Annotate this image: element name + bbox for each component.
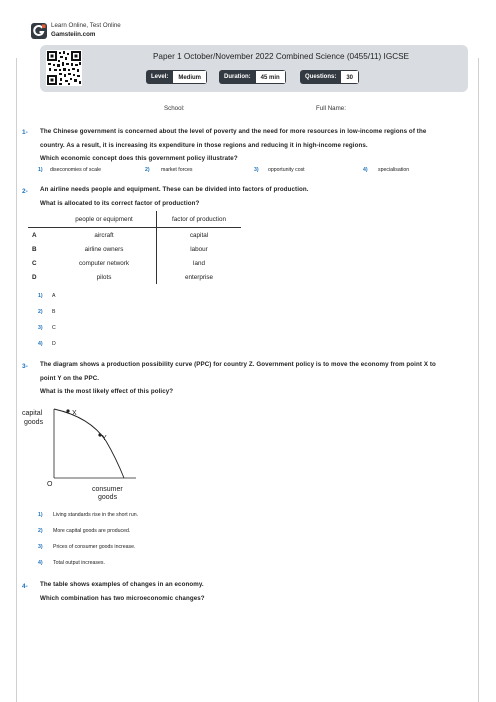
question-1-number: 1- <box>22 129 28 136</box>
option-number: 3) <box>38 325 43 331</box>
option-number: 4) <box>363 167 368 173</box>
gamsteiin-logo-icon <box>31 23 47 39</box>
option-text: Prices of consumer goods increase. <box>53 544 136 550</box>
option-number: 1) <box>38 512 43 518</box>
option-number: 1) <box>38 167 43 173</box>
option-text: D <box>52 341 56 347</box>
page-border-right <box>478 58 479 702</box>
brand-site: Gamsteiin.com <box>51 30 96 38</box>
option-number: 2) <box>38 309 43 315</box>
question-4-line: The table shows examples of changes in an economy. <box>40 581 204 588</box>
option-text: B <box>52 309 56 315</box>
table-cell: labour <box>190 245 208 253</box>
table-cell: land <box>193 259 205 267</box>
option-number: 3) <box>254 167 259 173</box>
question-2-text <box>40 183 472 210</box>
option-text: specialisation <box>378 167 410 173</box>
option-text: Total output increases. <box>53 560 105 566</box>
y-axis-label: capital <box>22 410 43 417</box>
y-axis-label: goods <box>24 419 44 426</box>
qr-code-icon <box>46 50 82 86</box>
brand-tagline: Learn Online, Test Online <box>51 22 121 29</box>
question-3-line: What is the most likely effect of this policy? <box>40 388 174 395</box>
table-header: factor of production <box>157 211 242 228</box>
point-y-label: Y <box>102 435 107 442</box>
table-row <box>28 242 241 256</box>
questions-value: 30 <box>341 70 359 84</box>
table-cell: aircraft <box>52 228 157 243</box>
table-cell: capital <box>189 231 209 239</box>
questions-badge <box>300 70 359 84</box>
option-number: 2) <box>145 167 150 173</box>
table-cell: airline owners <box>52 242 157 256</box>
question-1-line: country. As a result, it is increasing its expenditure in those regions and reducing it in high-income regions. <box>40 141 368 149</box>
question-1-line: Which economic concept does this government policy illustrate? <box>40 155 238 162</box>
question-3-number: 3- <box>22 363 28 370</box>
ppc-diagram <box>20 403 140 503</box>
question-4-line: Which combination has two microeconomic changes? <box>40 594 205 602</box>
row-letter: D <box>32 273 37 281</box>
row-letter: A <box>32 231 37 239</box>
table-row <box>28 256 241 270</box>
ppc-curve <box>54 409 124 478</box>
level-badge <box>146 70 207 84</box>
table-header-row <box>28 211 241 228</box>
row-letter: C <box>32 259 37 267</box>
level-label: Level: <box>146 70 173 84</box>
factors-of-production-table <box>28 211 241 284</box>
option-text: diseconomies of scale <box>50 167 102 173</box>
x-axis-label: consumer <box>92 486 123 493</box>
level-value: Medium <box>173 70 207 84</box>
question-2-line: What is allocated to its correct factor of production? <box>40 199 200 207</box>
page-border-left <box>16 58 17 702</box>
question-3-line: point Y on the PPC. <box>40 374 100 382</box>
question-1-line: The Chinese government is concerned about the level of poverty and the need for more resources in low-income regions of the <box>40 128 427 135</box>
table-cell: pilots <box>52 270 157 284</box>
option-text: opportunity cost <box>268 167 305 173</box>
option-number: 4) <box>38 341 43 347</box>
x-axis-label: goods <box>98 494 118 501</box>
question-2-number: 2- <box>22 188 28 195</box>
fullname-label: Full Name: <box>316 105 346 112</box>
brand-text <box>51 22 121 39</box>
question-4-number: 4- <box>22 583 28 590</box>
point-x-marker <box>66 409 69 412</box>
question-4-text <box>40 578 472 605</box>
table-header: people or equipment <box>52 211 157 228</box>
option-number: 1) <box>38 293 43 299</box>
duration-label: Duration: <box>219 70 256 84</box>
duration-value: 45 min <box>256 70 286 84</box>
option-text: Living standards rise in the short run. <box>53 512 139 518</box>
option-text: A <box>52 293 56 299</box>
option-number: 3) <box>38 544 43 550</box>
origin-label: O <box>47 481 53 488</box>
question-1-text <box>40 125 472 166</box>
questions-label: Questions: <box>300 70 341 84</box>
table-cell: computer network <box>52 256 157 270</box>
point-x-label: X <box>72 410 77 417</box>
question-3-line: The diagram shows a production possibility curve (PPC) for country Z. Government policy is to move the economy from point X to <box>40 361 436 368</box>
question-3-text <box>40 358 472 399</box>
option-number: 4) <box>38 560 43 566</box>
table-row <box>28 228 241 243</box>
duration-badge <box>219 70 286 84</box>
paper-header <box>40 45 468 92</box>
option-text: C <box>52 325 56 331</box>
paper-title: Paper 1 October/November 2022 Combined Science (0455/11) IGCSE <box>152 52 410 61</box>
table-cell: enterprise <box>184 273 213 281</box>
option-text: market forces <box>161 167 193 173</box>
school-label: School: <box>164 105 185 112</box>
question-2-line: An airline needs people and equipment. These can be divided into factors of production. <box>40 186 309 193</box>
option-number: 2) <box>38 528 43 534</box>
row-letter: B <box>32 245 37 253</box>
table-row <box>28 270 241 284</box>
option-text: More capital goods are produced. <box>53 528 131 534</box>
